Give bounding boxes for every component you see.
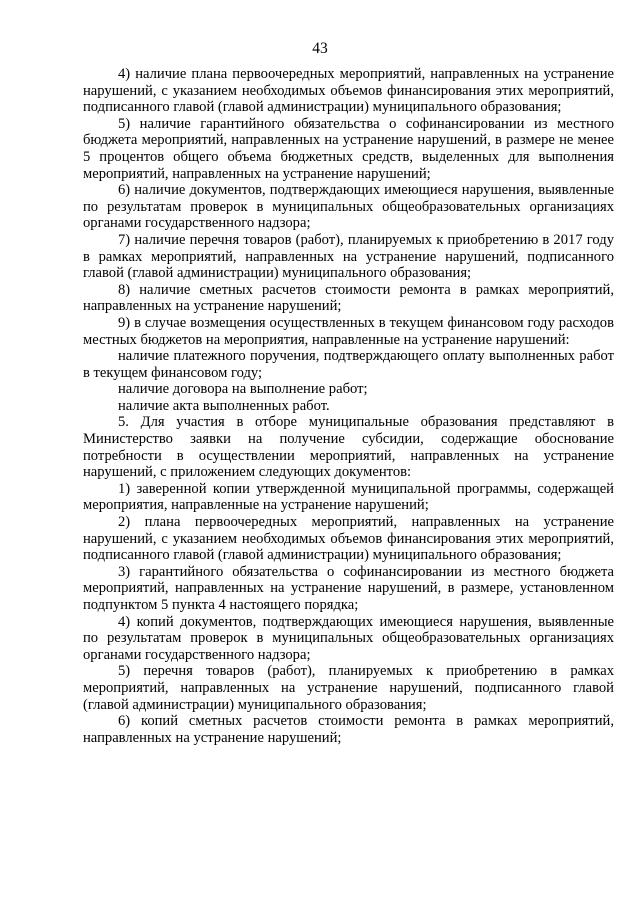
paragraph-contract: наличие договора на выполнение работ; <box>118 381 368 398</box>
paragraph-5-3-guarantee: 3) гарантийного обязательства о софинансировании из местного бюджета мероприятий, направленных на устранение нарушений, в размере, установленном подпунктом 5 пункта 4 настоящего порядка; <box>83 563 614 613</box>
page-number: 43 <box>312 40 328 57</box>
paragraph-7-goods-list: 7) наличие перечня товаров (работ), планируемых к приобретению в 2017 году в рамках мероприятий, направленных на устранение нарушений, подписанного главой (главой администрации) муниципального образования; <box>83 231 614 282</box>
paragraph-4-plan: 4) наличие плана первоочередных мероприятий, направленных на устранение нарушений, с указанием необходимых объемов финансирования этих мероприятий, подписанного главой (главой администрации) муниципального образования; <box>83 66 614 116</box>
paragraph-8-estimates: 8) наличие сметных расчетов стоимости ремонта в рамках мероприятий, направленных на устранение нарушений; <box>83 281 614 315</box>
paragraph-5-5-goods-list: 5) перечня товаров (работ), планируемых к приобретению в рамках мероприятий, направленных на устранение нарушений, подписанного главой (главой администрации) муниципального образования; <box>83 663 614 713</box>
document-body <box>83 66 614 746</box>
paragraph-5-6-estimate-copies: 6) копий сметных расчетов стоимости ремонта в рамках мероприятий, направленных на устранение нарушений; <box>83 713 614 746</box>
paragraph-5-4-document-copies: 4) копий документов, подтверждающих имеющиеся нарушения, выявленные по результатам проверок в муниципальных общеобразовательных организациях органами государственного надзора; <box>83 613 614 663</box>
paragraph-9-reimbursement: 9) в случае возмещения осуществленных в текущем финансовом году расходов местных бюджетов на мероприятия, направленные на устранение нарушений: <box>83 314 614 348</box>
paragraph-section-5: 5. Для участия в отборе муниципальные образования представляют в Министерство заявки на получение субсидии, содержащие обоснование потребности в осуществлении мероприятий, направленных на устранение нарушений, с приложением следующих документов: <box>83 414 614 481</box>
paragraph-payment-order: наличие платежного поручения, подтверждающего оплату выполненных работ в текущем финансовом году; <box>83 348 614 381</box>
paragraph-5-guarantee: 5) наличие гарантийного обязательства о софинансировании из местного бюджета мероприятий, направленных на устранение нарушений, в размере не менее 5 процентов общего объема бюджетных средств, выделенных для выполнения мероприятий, направленных на устранение нарушений; <box>83 115 614 182</box>
paragraph-acceptance-act: наличие акта выполненных работ. <box>118 397 330 414</box>
paragraph-6-documents: 6) наличие документов, подтверждающих имеющиеся нарушения, выявленные по результатам проверок в муниципальных общеобразовательных организациях органами государственного надзора; <box>83 182 614 232</box>
paragraph-5-1-program-copy: 1) заверенной копии утвержденной муниципальной программы, содержащей мероприятия, направленные на устранение нарушений; <box>83 480 614 514</box>
paragraph-5-2-plan: 2) плана первоочередных мероприятий, направленных на устранение нарушений, с указанием необходимых объемов финансирования этих мероприятий, подписанного главой (главой администрации) муниципального образования; <box>83 514 614 564</box>
